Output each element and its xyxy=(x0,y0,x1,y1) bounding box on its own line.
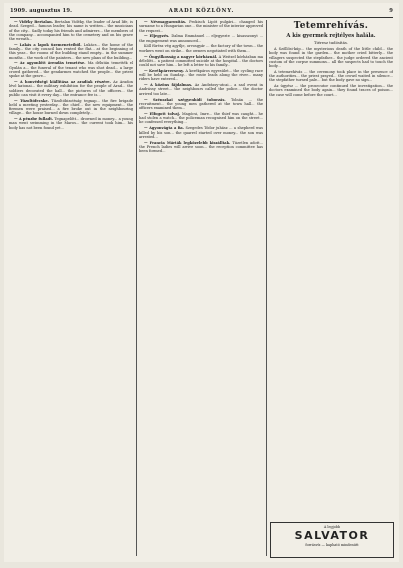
article-paragraph xyxy=(139,141,263,154)
column-divider xyxy=(136,20,137,556)
article-paragraph xyxy=(9,20,133,41)
column-2 xyxy=(139,20,263,558)
article-paragraph xyxy=(9,99,133,116)
article-lead: — Öngyilkosság a nagyer kórháznál. xyxy=(144,54,219,59)
article-paragraph xyxy=(9,43,133,60)
column-3 xyxy=(269,20,393,558)
article-lead: — Eljegyzés. xyxy=(144,34,172,39)
article-text: Tűzoltóbizottság tegnap... the fire brigade held a meeting yesterday... the chief... the new equipment... the firemen were praised... a fire broke out in the neighbouring village... the house burned down completely... xyxy=(9,98,133,116)
article-text: Bertalan Vidéky, the leader of Arad life, is dead. Szeged... famous leader, his name is written... the musicians of the city... Sadly today his friends and admirers... the members of the company... accompanied him to the cemetery and on his grave the wreath... xyxy=(9,20,133,41)
article-text: A Weitzel kórházban ma délelőtt... a patient committed suicide at the hospital... the doctors could not save him... he left a letter to his family... xyxy=(139,54,263,68)
salvator-advertisement xyxy=(270,522,394,558)
article-lead: — Elfogott tolvaj. xyxy=(144,111,182,116)
article-text: Ma délután temették el Gyulán a... the funeral of the tenant who was shot dead... a large crowd gathered... the gendarmes watched the people... the priest spoke at the grave... xyxy=(9,61,133,79)
article-lead: — Kerékpárverseny. xyxy=(144,68,186,73)
article-text: A kerékpáros egyesület... the cycling race will be held on Sunday... the route leads along the river... many riders have entered... xyxy=(139,68,263,82)
article-title: Tetemrehívás. xyxy=(293,21,369,31)
article-text: Köll fűrész vég agytlje, orvosgyár ... the factory of the town... the workers went on strike... the owners negotiated with them... xyxy=(139,44,263,53)
article-paragraph xyxy=(139,55,263,68)
newspaper-page xyxy=(4,3,399,562)
article-text: Tüzetlen adott... the French ladies will arrive soon... the reception committee has been formed... xyxy=(139,140,263,154)
page-header xyxy=(10,7,393,18)
article-lead: — A pénzbe fulladt. xyxy=(14,117,55,122)
article-paragraph xyxy=(139,83,263,96)
article-paragraph xyxy=(139,98,263,111)
issue-date: 1909. augusztus 19. xyxy=(10,8,73,14)
article-paragraph xyxy=(139,69,263,82)
article-lead: — Névmagyarosítás. xyxy=(144,20,190,24)
article-lead: — Az agyonlőtt árendás temetése. xyxy=(14,61,88,66)
article-paragraph xyxy=(9,80,133,97)
column-1 xyxy=(9,20,133,558)
article-lead: — Lakás a lapok üzemeneteiből. xyxy=(14,42,84,47)
article-paragraph xyxy=(9,117,133,130)
article-paragraph xyxy=(9,61,133,78)
article-text: A Szőllősi-kúp... the mysterious death of the little child... the body was found in the garden... the mother cried bitterly... the villagers suspected the stepfather... the judge ordered the ancient custom of the corpse summons... all the suspects had to touch the body... xyxy=(269,47,393,68)
article-paragraph xyxy=(269,47,393,68)
article-text: Magócsi, Imre... the thief was caught... he had stolen a watch... the policeman recognised him on the street... he confessed everything... xyxy=(139,111,263,125)
ad-bottom-text: forrásvíz — kapható mindenütt xyxy=(305,543,359,547)
article-text: Tolnán ... the recruitment... the young men gathered at the town hall... the officers examined them... xyxy=(139,97,263,111)
article-paragraph xyxy=(139,34,263,43)
article-lead: — Agyonvágta a fia. xyxy=(144,126,186,131)
page-number: 9 xyxy=(389,8,393,14)
ad-brand: SALVATOR xyxy=(294,529,370,542)
article-paragraph xyxy=(269,84,393,97)
article-lead: — A közöns fájdalmas. xyxy=(144,83,195,88)
article-text: A tetemrehívás ... the ceremony took place in the presence of the authorities... the priest prayed... the crowd waited in silence... the stepfather turned pale... but the body gave no sign... xyxy=(269,69,393,83)
article-lead: — Vidéky Bertalan. xyxy=(14,20,55,24)
article-paragraph xyxy=(139,126,263,139)
article-text: Az Aradon lévő katonai... the military exhibition for the people of Arad... the soldiers decorated the hall... the pictures of the officers... the public can visit it every day... the entrance fee is... xyxy=(9,80,133,97)
article-paragraph xyxy=(139,44,263,53)
article-paragraph xyxy=(139,20,263,33)
ad-top-text: A legjobb xyxy=(323,525,341,529)
article-subtitle: A kis gyermek rejtélyes halála. xyxy=(286,33,376,39)
article-paragraph xyxy=(269,70,393,83)
article-text: Dalma Emmánuel ... eljegyezte ... kisasszonyt ... the engagement was announced... xyxy=(139,34,263,43)
article-text: Az ügyész ... the prosecutor continued the investigation... the doctors examined the body again... they found traces of poison... the case will come before the court... xyxy=(269,84,393,97)
article-lead: — Tüzoltófecske. xyxy=(14,98,52,103)
article-text: Szegedes Tódor juhász ... a shepherd was killed by his son... the quarrel started over money... the son was arrested... xyxy=(139,126,263,139)
article-lead: — A honvédségi kiállítása az aradiak részére. xyxy=(14,80,114,85)
article-lead: — Szénszkai szégyenhídi toborzás. xyxy=(144,97,231,102)
article-text: Lukács... the home of the family... the city council has rented the flat... at the beginning of this year... the rooms of the building stand empty... in the summer months... the work of the painters... the new plans of the building... xyxy=(9,42,133,60)
article-byline: Tiéresz tudósítás. xyxy=(313,40,348,45)
article-text: Prokisch Lipót pulgári... changed his surname to a Hungarian one... the minister of the interior approved the request... xyxy=(139,20,263,33)
article-text: Az Andrássy-utcai... a sad event in Andrássy street... the neighbours called the police... the doctor arrived too late... xyxy=(139,83,263,96)
newspaper-title: ARADI KÖZLÖNY. xyxy=(168,8,235,14)
column-divider xyxy=(266,20,267,556)
article-lead: — Francia Márták legközelebb kiszálltak. xyxy=(144,140,233,145)
article-paragraph xyxy=(139,112,263,125)
article-text: Tegnapelőtt... drowned in money... a young man went swimming in the Maros... the current took him... his body has not been found yet... xyxy=(9,117,133,130)
